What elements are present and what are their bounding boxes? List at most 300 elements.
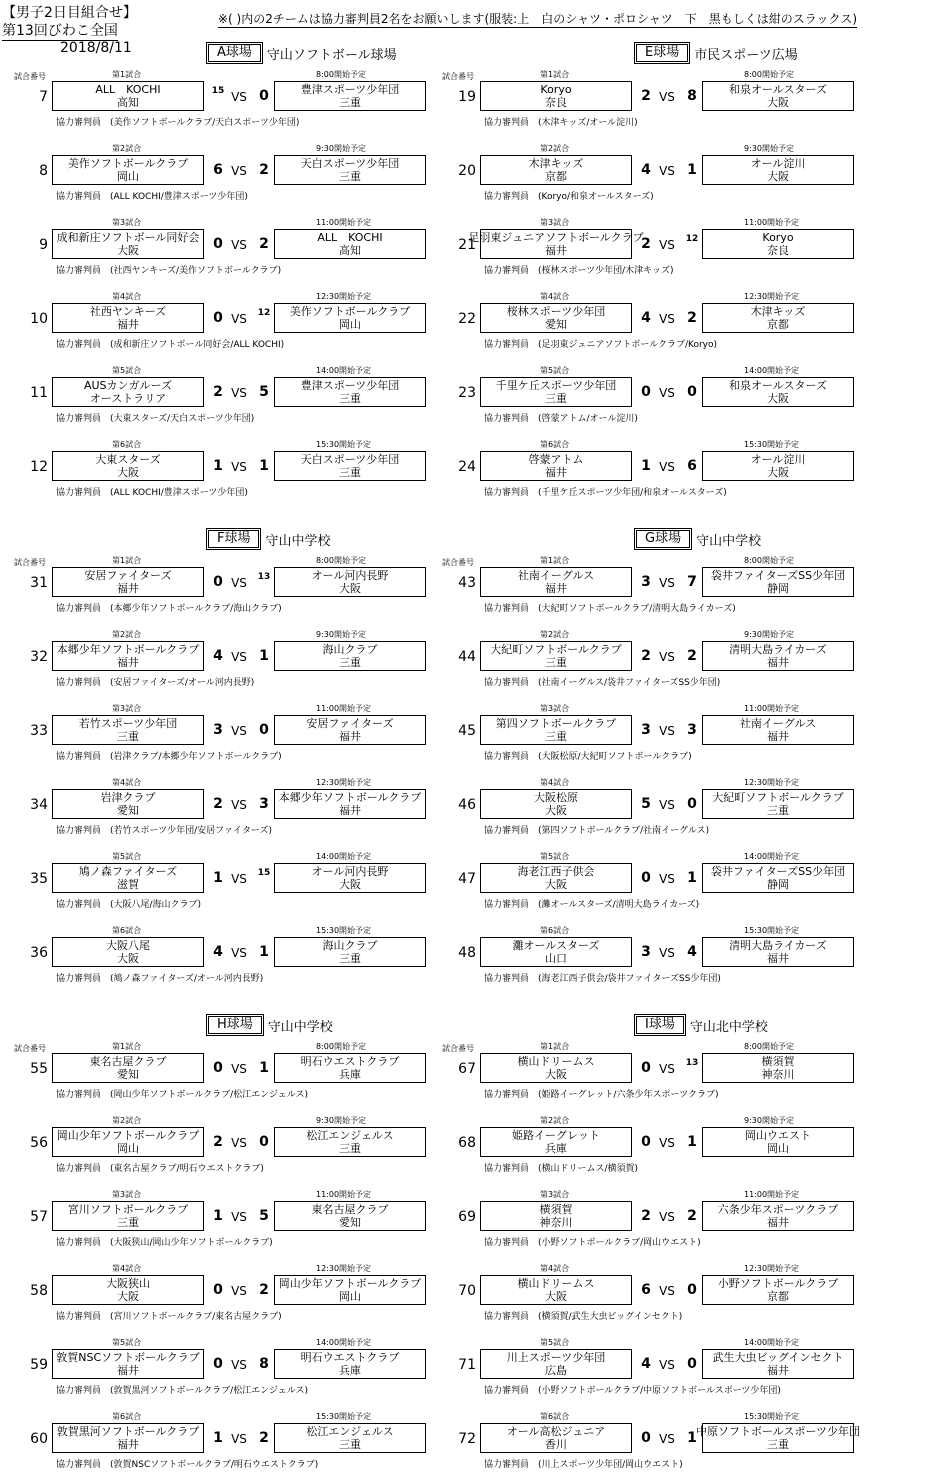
away-score: 1 xyxy=(259,944,269,960)
vs-label: VS xyxy=(659,1284,675,1298)
vs-label: VS xyxy=(659,460,675,474)
home-team xyxy=(52,303,204,333)
home-score: 4 xyxy=(641,1356,651,1372)
away-team xyxy=(274,1349,426,1379)
team-prefecture: 三重 xyxy=(339,96,361,109)
team-prefecture: 京都 xyxy=(545,170,567,183)
team-name: 大紀町ソフトボールクラブ xyxy=(490,643,622,656)
team-name: 鳩ノ森ファイターズ xyxy=(78,865,178,878)
venue-name: 守山ソフトボール球場 xyxy=(266,47,397,63)
match-number: 8 xyxy=(39,163,48,179)
home-score: 2 xyxy=(641,1208,651,1224)
team-prefecture: 高知 xyxy=(339,244,361,257)
home-team xyxy=(480,377,632,407)
umpire-teams: (啓蒙アトム/オール淀川) xyxy=(538,414,638,424)
start-time: 12:30開始予定 xyxy=(744,292,800,301)
match-number: 67 xyxy=(458,1061,476,1077)
team-prefecture: 大阪 xyxy=(339,878,361,891)
team-name: 灘オールスターズ xyxy=(512,939,600,952)
match-number: 33 xyxy=(30,723,48,739)
home-team xyxy=(52,155,204,185)
venue-code: F球場 xyxy=(206,528,261,550)
round-label: 第3試合 xyxy=(540,218,570,227)
umpire-label: 協力審判員 xyxy=(56,900,102,910)
away-team xyxy=(702,863,854,893)
round-label: 第4試合 xyxy=(540,292,570,301)
away-score: 5 xyxy=(259,1208,269,1224)
away-team xyxy=(274,937,426,967)
start-time: 11:00開始予定 xyxy=(744,218,800,227)
round-label: 第4試合 xyxy=(112,778,142,787)
away-team xyxy=(702,567,854,597)
round-label: 第2試合 xyxy=(112,144,142,153)
team-prefecture: 大阪 xyxy=(767,466,789,479)
vs-label: VS xyxy=(231,1358,247,1372)
venue-header xyxy=(634,1016,768,1034)
start-time: 15:30開始予定 xyxy=(316,926,372,935)
team-prefecture: 奈良 xyxy=(767,244,789,257)
team-name: 社西ヤンキーズ xyxy=(89,305,167,318)
umpire-label: 協力審判員 xyxy=(484,1312,530,1322)
home-team xyxy=(480,567,632,597)
vs-label: VS xyxy=(659,724,675,738)
home-team xyxy=(480,1275,632,1305)
away-score: 3 xyxy=(687,722,697,738)
team-name: 第四ソフトボールクラブ xyxy=(495,717,617,730)
start-time: 15:30開始予定 xyxy=(744,926,800,935)
team-prefecture: 大阪 xyxy=(545,878,567,891)
team-prefecture: 大阪 xyxy=(117,1290,139,1303)
team-name: 天白スポーツ少年団 xyxy=(300,453,400,466)
team-name: ALL KOCHI xyxy=(317,231,383,244)
umpire-teams: (宮川ソフトボールクラブ/東名古屋クラブ) xyxy=(110,1312,282,1322)
umpire-teams: (川上スポーツ少年団/岡山ウエスト) xyxy=(538,1460,683,1470)
away-team xyxy=(274,1423,426,1453)
home-score: 5 xyxy=(641,796,651,812)
match-number: 48 xyxy=(458,945,476,961)
home-score: 2 xyxy=(641,236,651,252)
umpire-label: 協力審判員 xyxy=(484,1090,530,1100)
team-prefecture: 香川 xyxy=(545,1438,567,1451)
team-prefecture: 福井 xyxy=(767,730,789,743)
home-score: 1 xyxy=(213,1208,223,1224)
umpire-label: 協力審判員 xyxy=(56,1164,102,1174)
round-label: 第3試合 xyxy=(540,704,570,713)
away-score: 13 xyxy=(685,1058,699,1068)
umpire-label: 協力審判員 xyxy=(484,752,530,762)
away-score: 0 xyxy=(687,796,697,812)
team-name: 安居ファイターズ xyxy=(84,569,172,582)
round-label: 第6試合 xyxy=(540,926,570,935)
home-score: 1 xyxy=(213,870,223,886)
away-score: 3 xyxy=(259,796,269,812)
match-number: 57 xyxy=(30,1209,48,1225)
umpire-teams: (小野ソフトボールクラブ/中原ソフトボールスポーツ少年団) xyxy=(538,1386,781,1396)
match-number: 31 xyxy=(30,575,48,591)
team-name: 松江エンジェルス xyxy=(306,1425,394,1438)
away-team xyxy=(702,715,854,745)
team-name: 大東スターズ xyxy=(95,453,161,466)
start-time: 9:30開始予定 xyxy=(744,144,794,153)
team-name: 成和新庄ソフトボール同好会 xyxy=(56,231,200,244)
home-score: 3 xyxy=(641,722,651,738)
umpire-label: 協力審判員 xyxy=(484,340,530,350)
away-score: 15 xyxy=(257,868,271,878)
team-name: 大阪狭山 xyxy=(106,1277,150,1290)
venue-code: E球場 xyxy=(634,42,690,64)
match-number: 21 xyxy=(458,237,476,253)
start-time: 8:00開始予定 xyxy=(316,556,366,565)
vs-label: VS xyxy=(231,1284,247,1298)
team-name: 社南イーグルス xyxy=(739,717,817,730)
team-prefecture: 高知 xyxy=(117,96,139,109)
away-score: 2 xyxy=(259,236,269,252)
home-score: 0 xyxy=(641,1134,651,1150)
venue-code: A球場 xyxy=(206,42,263,64)
away-team xyxy=(702,451,854,481)
umpire-teams: (敦賀黒河ソフトボールクラブ/松江エンジェルス) xyxy=(110,1386,309,1396)
team-prefecture: 兵庫 xyxy=(339,1068,361,1081)
round-label: 第4試合 xyxy=(540,778,570,787)
away-team xyxy=(274,863,426,893)
umpire-label: 協力審判員 xyxy=(56,1312,102,1322)
home-score: 2 xyxy=(641,88,651,104)
umpire-label: 協力審判員 xyxy=(56,340,102,350)
umpire-teams: (姫路イーグレット/六条少年スポーツクラブ) xyxy=(538,1090,719,1100)
team-name: 武生大虫ビッグインセクト xyxy=(712,1351,844,1364)
away-team xyxy=(274,303,426,333)
team-name: 岡山少年ソフトボールクラブ xyxy=(278,1277,422,1290)
round-label: 第3試合 xyxy=(540,1190,570,1199)
away-score: 1 xyxy=(259,458,269,474)
home-team xyxy=(480,81,632,111)
start-time: 11:00開始予定 xyxy=(316,1190,372,1199)
home-team xyxy=(52,1349,204,1379)
team-name: 本郷少年ソフトボールクラブ xyxy=(278,791,422,804)
round-label: 第1試合 xyxy=(540,556,570,565)
vs-label: VS xyxy=(659,576,675,590)
team-name: 若竹スポーツ少年団 xyxy=(78,717,178,730)
round-label: 第6試合 xyxy=(540,1412,570,1421)
vs-label: VS xyxy=(231,460,247,474)
home-team xyxy=(52,1053,204,1083)
team-prefecture: 愛知 xyxy=(545,318,567,331)
umpire-label: 協力審判員 xyxy=(484,118,530,128)
team-prefecture: 大阪 xyxy=(117,244,139,257)
team-prefecture: 静岡 xyxy=(767,878,789,891)
team-prefecture: 三重 xyxy=(545,656,567,669)
umpire-teams: (岡山少年ソフトボールクラブ/松江エンジェルス) xyxy=(110,1090,309,1100)
vs-label: VS xyxy=(659,798,675,812)
team-prefecture: 三重 xyxy=(339,1438,361,1451)
umpire-label: 協力審判員 xyxy=(484,488,530,498)
away-score: 2 xyxy=(687,310,697,326)
match-no-label: 試合番号 xyxy=(442,72,474,81)
vs-label: VS xyxy=(231,238,247,252)
match-number: 45 xyxy=(458,723,476,739)
team-name: 横須賀 xyxy=(539,1203,573,1216)
away-score: 1 xyxy=(687,1430,697,1446)
match-number: 32 xyxy=(30,649,48,665)
round-label: 第5試合 xyxy=(540,1338,570,1347)
team-prefecture: 愛知 xyxy=(339,1216,361,1229)
team-prefecture: 静岡 xyxy=(767,582,789,595)
venue-header xyxy=(206,44,397,62)
umpire-label: 協力審判員 xyxy=(484,1386,530,1396)
team-name: 明石ウエストクラブ xyxy=(300,1351,400,1364)
team-prefecture: 大阪 xyxy=(117,466,139,479)
umpire-teams: (第四ソフトボールクラブ/社南イーグルス) xyxy=(538,826,710,836)
round-label: 第2試合 xyxy=(540,144,570,153)
vs-label: VS xyxy=(231,872,247,886)
start-time: 8:00開始予定 xyxy=(316,70,366,79)
home-score: 6 xyxy=(641,1282,651,1298)
round-label: 第6試合 xyxy=(112,440,142,449)
team-name: 海山クラブ xyxy=(322,643,378,656)
team-name: AUSカンガルーズ xyxy=(83,379,172,392)
team-prefecture: 福井 xyxy=(117,582,139,595)
home-score: 2 xyxy=(213,796,223,812)
round-label: 第6試合 xyxy=(540,440,570,449)
away-score: 2 xyxy=(259,1282,269,1298)
match-number: 70 xyxy=(458,1283,476,1299)
home-team xyxy=(480,641,632,671)
team-name: 横須賀 xyxy=(761,1055,795,1068)
round-label: 第5試合 xyxy=(112,1338,142,1347)
team-name: 美作ソフトボールクラブ xyxy=(289,305,411,318)
team-name: 小野ソフトボールクラブ xyxy=(717,1277,839,1290)
team-prefecture: 岡山 xyxy=(117,1142,139,1155)
team-name: 大紀町ソフトボールクラブ xyxy=(712,791,844,804)
team-name: オール淀川 xyxy=(750,453,806,466)
team-prefecture: 福井 xyxy=(545,244,567,257)
team-prefecture: 愛知 xyxy=(117,804,139,817)
team-name: 川上スポーツ少年団 xyxy=(506,1351,606,1364)
away-team xyxy=(702,789,854,819)
away-team xyxy=(702,1349,854,1379)
away-team xyxy=(702,1053,854,1083)
umpire-label: 協力審判員 xyxy=(56,678,102,688)
start-time: 9:30開始予定 xyxy=(316,144,366,153)
team-prefecture: 岡山 xyxy=(117,170,139,183)
home-team xyxy=(480,1423,632,1453)
vs-label: VS xyxy=(659,90,675,104)
umpire-teams: (海老江西子供会/袋井ファイターズSS少年団) xyxy=(538,974,721,984)
away-team xyxy=(702,1201,854,1231)
vs-label: VS xyxy=(659,872,675,886)
vs-label: VS xyxy=(231,650,247,664)
team-prefecture: 三重 xyxy=(767,1438,789,1451)
start-time: 8:00開始予定 xyxy=(744,556,794,565)
home-team xyxy=(52,789,204,819)
venue-header xyxy=(634,44,798,62)
team-prefecture: 福井 xyxy=(117,1364,139,1377)
umpire-label: 協力審判員 xyxy=(56,1386,102,1396)
umpire-label: 協力審判員 xyxy=(484,266,530,276)
match-number: 72 xyxy=(458,1431,476,1447)
team-prefecture: 大阪 xyxy=(545,1068,567,1081)
team-prefecture: 大阪 xyxy=(545,1290,567,1303)
team-prefecture: 三重 xyxy=(339,952,361,965)
team-name: 宮川ソフトボールクラブ xyxy=(67,1203,189,1216)
away-team xyxy=(274,229,426,259)
home-team xyxy=(52,641,204,671)
team-name: 清明大島ライカーズ xyxy=(729,939,827,952)
home-team xyxy=(52,567,204,597)
away-team xyxy=(274,377,426,407)
home-score: 0 xyxy=(213,236,223,252)
umpire-teams: (若竹スポーツ少年団/安居ファイターズ) xyxy=(110,826,273,836)
away-team xyxy=(696,1423,861,1453)
umpire-label: 協力審判員 xyxy=(484,826,530,836)
umpire-teams: (Koryo/和泉オールスターズ) xyxy=(538,192,654,202)
team-name: 豊津スポーツ少年団 xyxy=(300,379,400,392)
umpire-label: 協力審判員 xyxy=(484,1238,530,1248)
team-name: 六条少年スポーツクラブ xyxy=(717,1203,839,1216)
home-score: 4 xyxy=(641,162,651,178)
start-time: 8:00開始予定 xyxy=(744,1042,794,1051)
home-team xyxy=(480,715,632,745)
home-score: 15 xyxy=(211,86,225,96)
match-no-label: 試合番号 xyxy=(442,558,474,567)
match-number: 9 xyxy=(39,237,48,253)
home-team xyxy=(52,1275,204,1305)
start-time: 14:00開始予定 xyxy=(744,852,800,861)
team-prefecture: 京都 xyxy=(767,1290,789,1303)
team-prefecture: 福井 xyxy=(767,1216,789,1229)
start-time: 14:00開始予定 xyxy=(744,366,800,375)
match-number: 59 xyxy=(30,1357,48,1373)
away-score: 1 xyxy=(687,870,697,886)
away-score: 7 xyxy=(687,574,697,590)
match-no-label: 試合番号 xyxy=(14,1044,46,1053)
umpire-label: 協力審判員 xyxy=(484,414,530,424)
home-team xyxy=(52,451,204,481)
team-prefecture: 三重 xyxy=(339,392,361,405)
home-team xyxy=(52,863,204,893)
away-team xyxy=(702,303,854,333)
start-time: 15:30開始予定 xyxy=(316,440,372,449)
vs-label: VS xyxy=(231,90,247,104)
away-team xyxy=(702,1127,854,1157)
team-prefecture: 兵庫 xyxy=(339,1364,361,1377)
match-number: 7 xyxy=(39,89,48,105)
start-time: 12:30開始予定 xyxy=(744,1264,800,1273)
match-number: 35 xyxy=(30,871,48,887)
vs-label: VS xyxy=(231,1136,247,1150)
round-label: 第4試合 xyxy=(540,1264,570,1273)
away-team xyxy=(702,1275,854,1305)
home-score: 0 xyxy=(641,1430,651,1446)
match-number: 19 xyxy=(458,89,476,105)
team-prefecture: 愛知 xyxy=(117,1068,139,1081)
venue-code: I球場 xyxy=(634,1014,686,1036)
match-number: 44 xyxy=(458,649,476,665)
team-prefecture: 奈良 xyxy=(545,96,567,109)
round-label: 第5試合 xyxy=(540,366,570,375)
umpire-teams: (大紀町ソフトボールクラブ/清明大島ライカーズ) xyxy=(538,604,736,614)
start-time: 14:00開始予定 xyxy=(744,1338,800,1347)
vs-label: VS xyxy=(231,576,247,590)
team-name: オール河内長野 xyxy=(311,569,389,582)
umpire-label: 協力審判員 xyxy=(56,826,102,836)
umpire-teams: (敦賀NSCソフトボールクラブ/明石ウエストクラブ) xyxy=(110,1460,319,1470)
umpire-teams: (横山ドリームス/横須賀) xyxy=(538,1164,639,1174)
team-prefecture: 三重 xyxy=(339,1142,361,1155)
away-team xyxy=(702,155,854,185)
home-team xyxy=(52,1201,204,1231)
match-number: 22 xyxy=(458,311,476,327)
start-time: 12:30開始予定 xyxy=(316,778,372,787)
team-prefecture: オーストラリア xyxy=(89,392,167,405)
away-score: 8 xyxy=(259,1356,269,1372)
round-label: 第4試合 xyxy=(112,1264,142,1273)
start-time: 12:30開始予定 xyxy=(316,292,372,301)
round-label: 第6試合 xyxy=(112,926,142,935)
team-prefecture: 大阪 xyxy=(767,96,789,109)
away-team xyxy=(702,229,854,259)
vs-label: VS xyxy=(659,1432,675,1446)
team-name: 敦賀NSCソフトボールクラブ xyxy=(56,1351,200,1364)
home-score: 0 xyxy=(213,1282,223,1298)
start-time: 9:30開始予定 xyxy=(316,630,366,639)
umpire-label: 協力審判員 xyxy=(56,1090,102,1100)
umpire-note: ※( )内の2チームは協力審判員2名をお願いします(服装:上 白のシャツ・ポロシャツ 下 黒もしくは紺のスラックス) xyxy=(218,12,858,26)
team-prefecture: 福井 xyxy=(117,318,139,331)
home-score: 2 xyxy=(213,384,223,400)
home-team xyxy=(480,1053,632,1083)
away-team xyxy=(702,937,854,967)
team-name: 東名古屋クラブ xyxy=(311,1203,389,1216)
umpire-teams: (鳩ノ森ファイターズ/オール河内長野) xyxy=(110,974,264,984)
match-number: 10 xyxy=(30,311,48,327)
umpire-teams: (大東スターズ/天白スポーツ少年団) xyxy=(110,414,255,424)
umpire-label: 協力審判員 xyxy=(484,678,530,688)
home-score: 0 xyxy=(213,1356,223,1372)
team-prefecture: 福井 xyxy=(117,656,139,669)
team-prefecture: 福井 xyxy=(545,582,567,595)
vs-label: VS xyxy=(231,312,247,326)
round-label: 第1試合 xyxy=(112,556,142,565)
team-name: 袋井ファイターズSS少年団 xyxy=(710,569,846,582)
away-team xyxy=(274,1053,426,1083)
start-time: 8:00開始予定 xyxy=(316,1042,366,1051)
start-time: 15:30開始予定 xyxy=(316,1412,372,1421)
team-name: 横山ドリームス xyxy=(517,1277,595,1290)
round-label: 第1試合 xyxy=(540,1042,570,1051)
away-score: 1 xyxy=(259,648,269,664)
match-number: 43 xyxy=(458,575,476,591)
away-team xyxy=(702,377,854,407)
venue-name: 守山中学校 xyxy=(267,1019,333,1035)
start-time: 14:00開始予定 xyxy=(316,366,372,375)
team-prefecture: 滋賀 xyxy=(117,878,139,891)
match-number: 58 xyxy=(30,1283,48,1299)
away-score: 12 xyxy=(685,234,699,244)
away-team xyxy=(274,1275,426,1305)
umpire-teams: (岩津クラブ/本郷少年ソフトボールクラブ) xyxy=(110,752,282,762)
vs-label: VS xyxy=(659,164,675,178)
vs-label: VS xyxy=(659,238,675,252)
team-name: 横山ドリームス xyxy=(517,1055,595,1068)
home-score: 1 xyxy=(213,1430,223,1446)
start-time: 9:30開始予定 xyxy=(744,1116,794,1125)
away-score: 0 xyxy=(687,384,697,400)
away-score: 2 xyxy=(687,1208,697,1224)
team-name: 足羽東ジュニアソフトボールクラブ xyxy=(468,231,644,244)
start-time: 15:30開始予定 xyxy=(744,440,800,449)
away-team xyxy=(274,451,426,481)
